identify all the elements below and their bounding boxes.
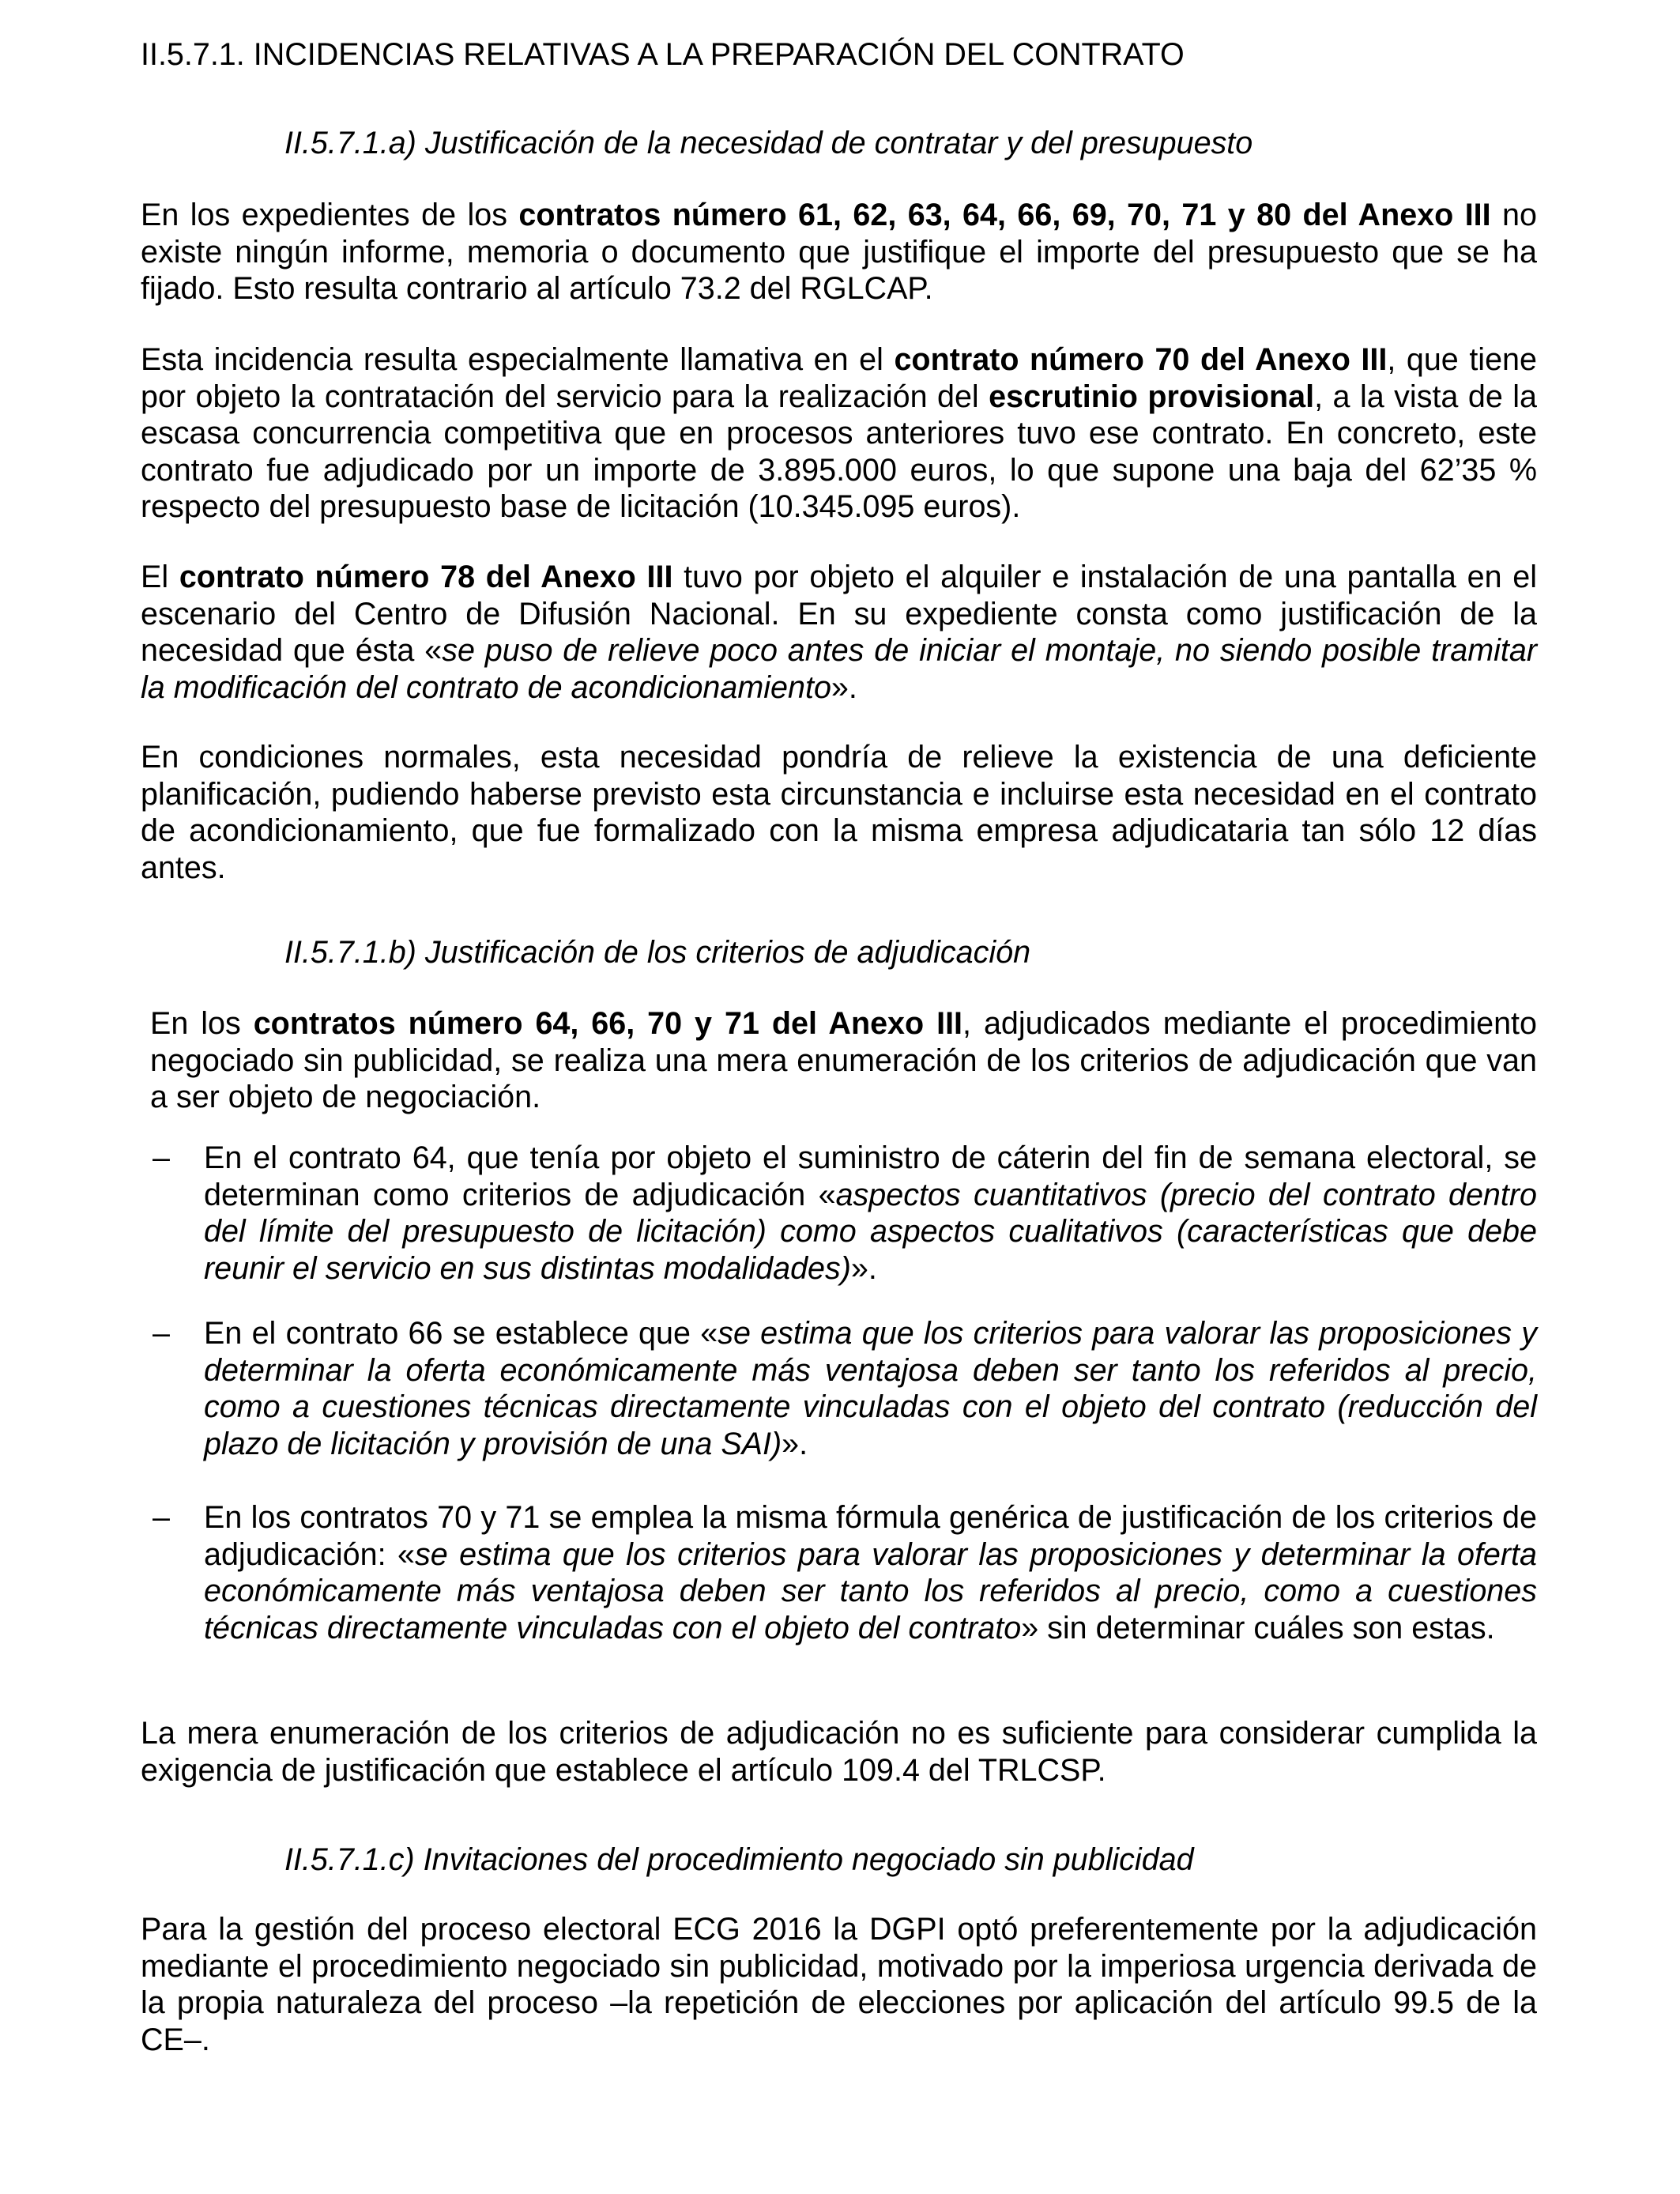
paragraph-a3: El contrato número 78 del Anexo III tuvo por objeto el alquiler e instalación de una pantalla en el escenario del Centro de Difusión Nacional. En su expediente consta como justificación de la necesidad que ésta «se puso de relieve poco antes de iniciar el montaje, no siendo posible tramitar la modificación del contrato de acondicionamiento». xyxy=(141,560,1537,705)
paragraph-b1: En los contratos número 64, 66, 70 y 71 del Anexo III, adjudicados mediante el procedimiento negociado sin publicidad, se realiza una mera enumeración de los criterios de adjudicación que van a ser objeto de negociación. xyxy=(150,1006,1537,1114)
list-item-1: En el contrato 64, que tenía por objeto el suministro de cáterin del fin de semana electoral, se determinan como criterios de adjudicación «aspectos cuantitativos (precio del contrato dentro del límite del presupuesto de licitación) como aspectos cualitativos (características que debe reunir el servicio en sus distintas modalidades)». xyxy=(204,1140,1537,1286)
subsection-c-title: II.5.7.1.c) Invitaciones del procedimiento negociado sin publicidad xyxy=(284,1842,1194,1877)
paragraph-a4: En condiciones normales, esta necesidad pondría de relieve la existencia de una deficiente planificación, pudiendo haberse previsto esta circunstancia e incluirse esta necesidad en el contrato de acondicionamiento, que fue formalizado con la misma empresa adjudicataria tan sólo 12 días antes. xyxy=(141,740,1537,885)
paragraph-c1: Para la gestión del proceso electoral ECG 2016 la DGPI optó preferentemente por la adjudicación mediante el procedimiento negociado sin publicidad, motivado por la imperiosa urgencia derivada de la propia naturaleza del proceso –la repetición de elecciones por aplicación del artículo 99.5 de la CE–. xyxy=(141,1912,1537,2057)
paragraph-a1: En los expedientes de los contratos número 61, 62, 63, 64, 66, 69, 70, 71 y 80 del Anexo III no existe ningún informe, memoria o documento que justifique el importe del presupuesto que se ha fijado. Esto resulta contrario al artículo 73.2 del RGLCAP. xyxy=(141,198,1537,306)
list-dash-2: – xyxy=(153,1316,170,1351)
list-dash-1: – xyxy=(153,1140,170,1175)
subsection-b-title: II.5.7.1.b) Justificación de los criterios de adjudicación xyxy=(284,935,1031,970)
subsection-a-title: II.5.7.1.a) Justificación de la necesidad de contratar y del presupuesto xyxy=(284,126,1253,160)
list-item-3: En los contratos 70 y 71 se emplea la misma fórmula genérica de justificación de los criterios de adjudicación: «se estima que los criterios para valorar las proposiciones y determinar la oferta económicamente más ventajosa deben ser tanto los referidos al precio, como a cuestiones técnicas directamente vinculadas con el objeto del contrato» sin determinar cuáles son estas. xyxy=(204,1500,1537,1646)
paragraph-b2: La mera enumeración de los criterios de adjudicación no es suficiente para considerar cumplida la exigencia de justificación que establece el artículo 109.4 del TRLCSP. xyxy=(141,1716,1537,1788)
list-item-2: En el contrato 66 se establece que «se estima que los criterios para valorar las proposiciones y determinar la oferta económicamente más ventajosa deben ser tanto los referidos al precio, como a cuestiones técnicas directamente vinculadas con el objeto del contrato (reducción del plazo de licitación y provisión de una SAI)». xyxy=(204,1316,1537,1461)
list-dash-3: – xyxy=(153,1500,170,1535)
section-heading: II.5.7.1. INCIDENCIAS RELATIVAS A LA PREPARACIÓN DEL CONTRATO xyxy=(141,37,1185,72)
paragraph-a2: Esta incidencia resulta especialmente llamativa en el contrato número 70 del Anexo III, que tiene por objeto la contratación del servicio para la realización del escrutinio provisional, a la vista de la escasa concurrencia competitiva que en procesos anteriores tuvo ese contrato. En concreto, este contrato fue adjudicado por un importe de 3.895.000 euros, lo que supone una baja del 62’35 % respecto del presupuesto base de licitación (10.345.095 euros). xyxy=(141,342,1537,524)
